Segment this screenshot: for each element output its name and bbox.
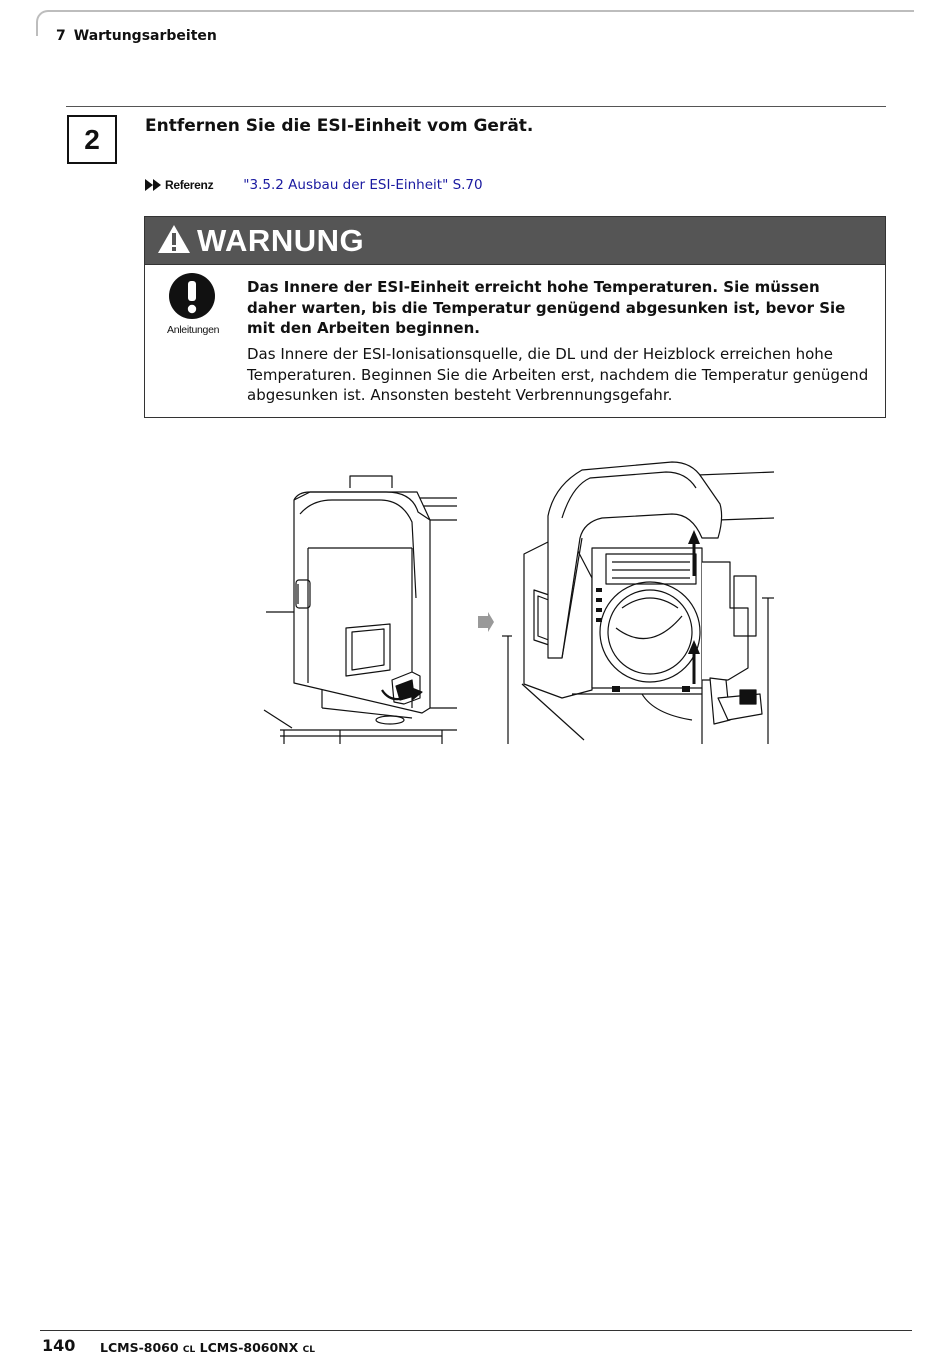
reference-link[interactable]: "3.5.2 Ausbau der ESI-Einheit" S.70 (243, 177, 483, 193)
model-b: LCMS-8060NX (199, 1340, 299, 1355)
warning-title: WARNUNG (197, 222, 365, 258)
warning-body-text: Das Innere der ESI-Ionisationsquelle, die DL und der Heizblock erreichen hohe Temperaturen. Beginnen Sie die Arbeiten erst, nachdem die Temperatur genügend abgesunken ist. Ansonsten besteht Verbrennungsgefahr. (247, 345, 869, 404)
esi-unit-lever-illustration (264, 476, 457, 744)
step-arrow-icon (478, 612, 494, 632)
instruction-icon-block (167, 273, 220, 336)
reference-label: Referenz (165, 178, 214, 192)
step-number: 2 (67, 115, 117, 164)
warning-triangle-icon (157, 224, 191, 258)
model-a-suffix: CL (182, 1345, 196, 1355)
warning-header (145, 217, 885, 265)
reference-line (145, 177, 483, 193)
esi-removal-figure (262, 458, 782, 744)
chapter-number: 7 (56, 28, 66, 44)
model-names (100, 1340, 315, 1355)
page-number: 140 (42, 1336, 76, 1355)
chapter-header (56, 28, 217, 44)
model-a: LCMS-8060 (100, 1340, 179, 1355)
step-title: Entfernen Sie die ESI-Einheit vom Gerät. (145, 116, 534, 136)
footer-rule (40, 1330, 912, 1331)
warning-bold-text: Das Innere der ESI-Einheit erreicht hohe Temperaturen. Sie müssen daher warten, bis die Temperatur genügend abgesunken ist, bevor Sie mit den Arbeiten beginnen. (247, 278, 846, 337)
model-b-suffix: CL (302, 1345, 315, 1355)
instruction-caption: Anleitungen (167, 324, 220, 336)
step-divider (66, 106, 886, 107)
esi-unit-removal-illustration (502, 462, 774, 744)
chapter-title: Wartungsarbeiten (73, 28, 217, 44)
double-arrow-icon (145, 178, 163, 192)
warning-box (144, 216, 886, 418)
exclamation-circle-icon (169, 273, 215, 319)
